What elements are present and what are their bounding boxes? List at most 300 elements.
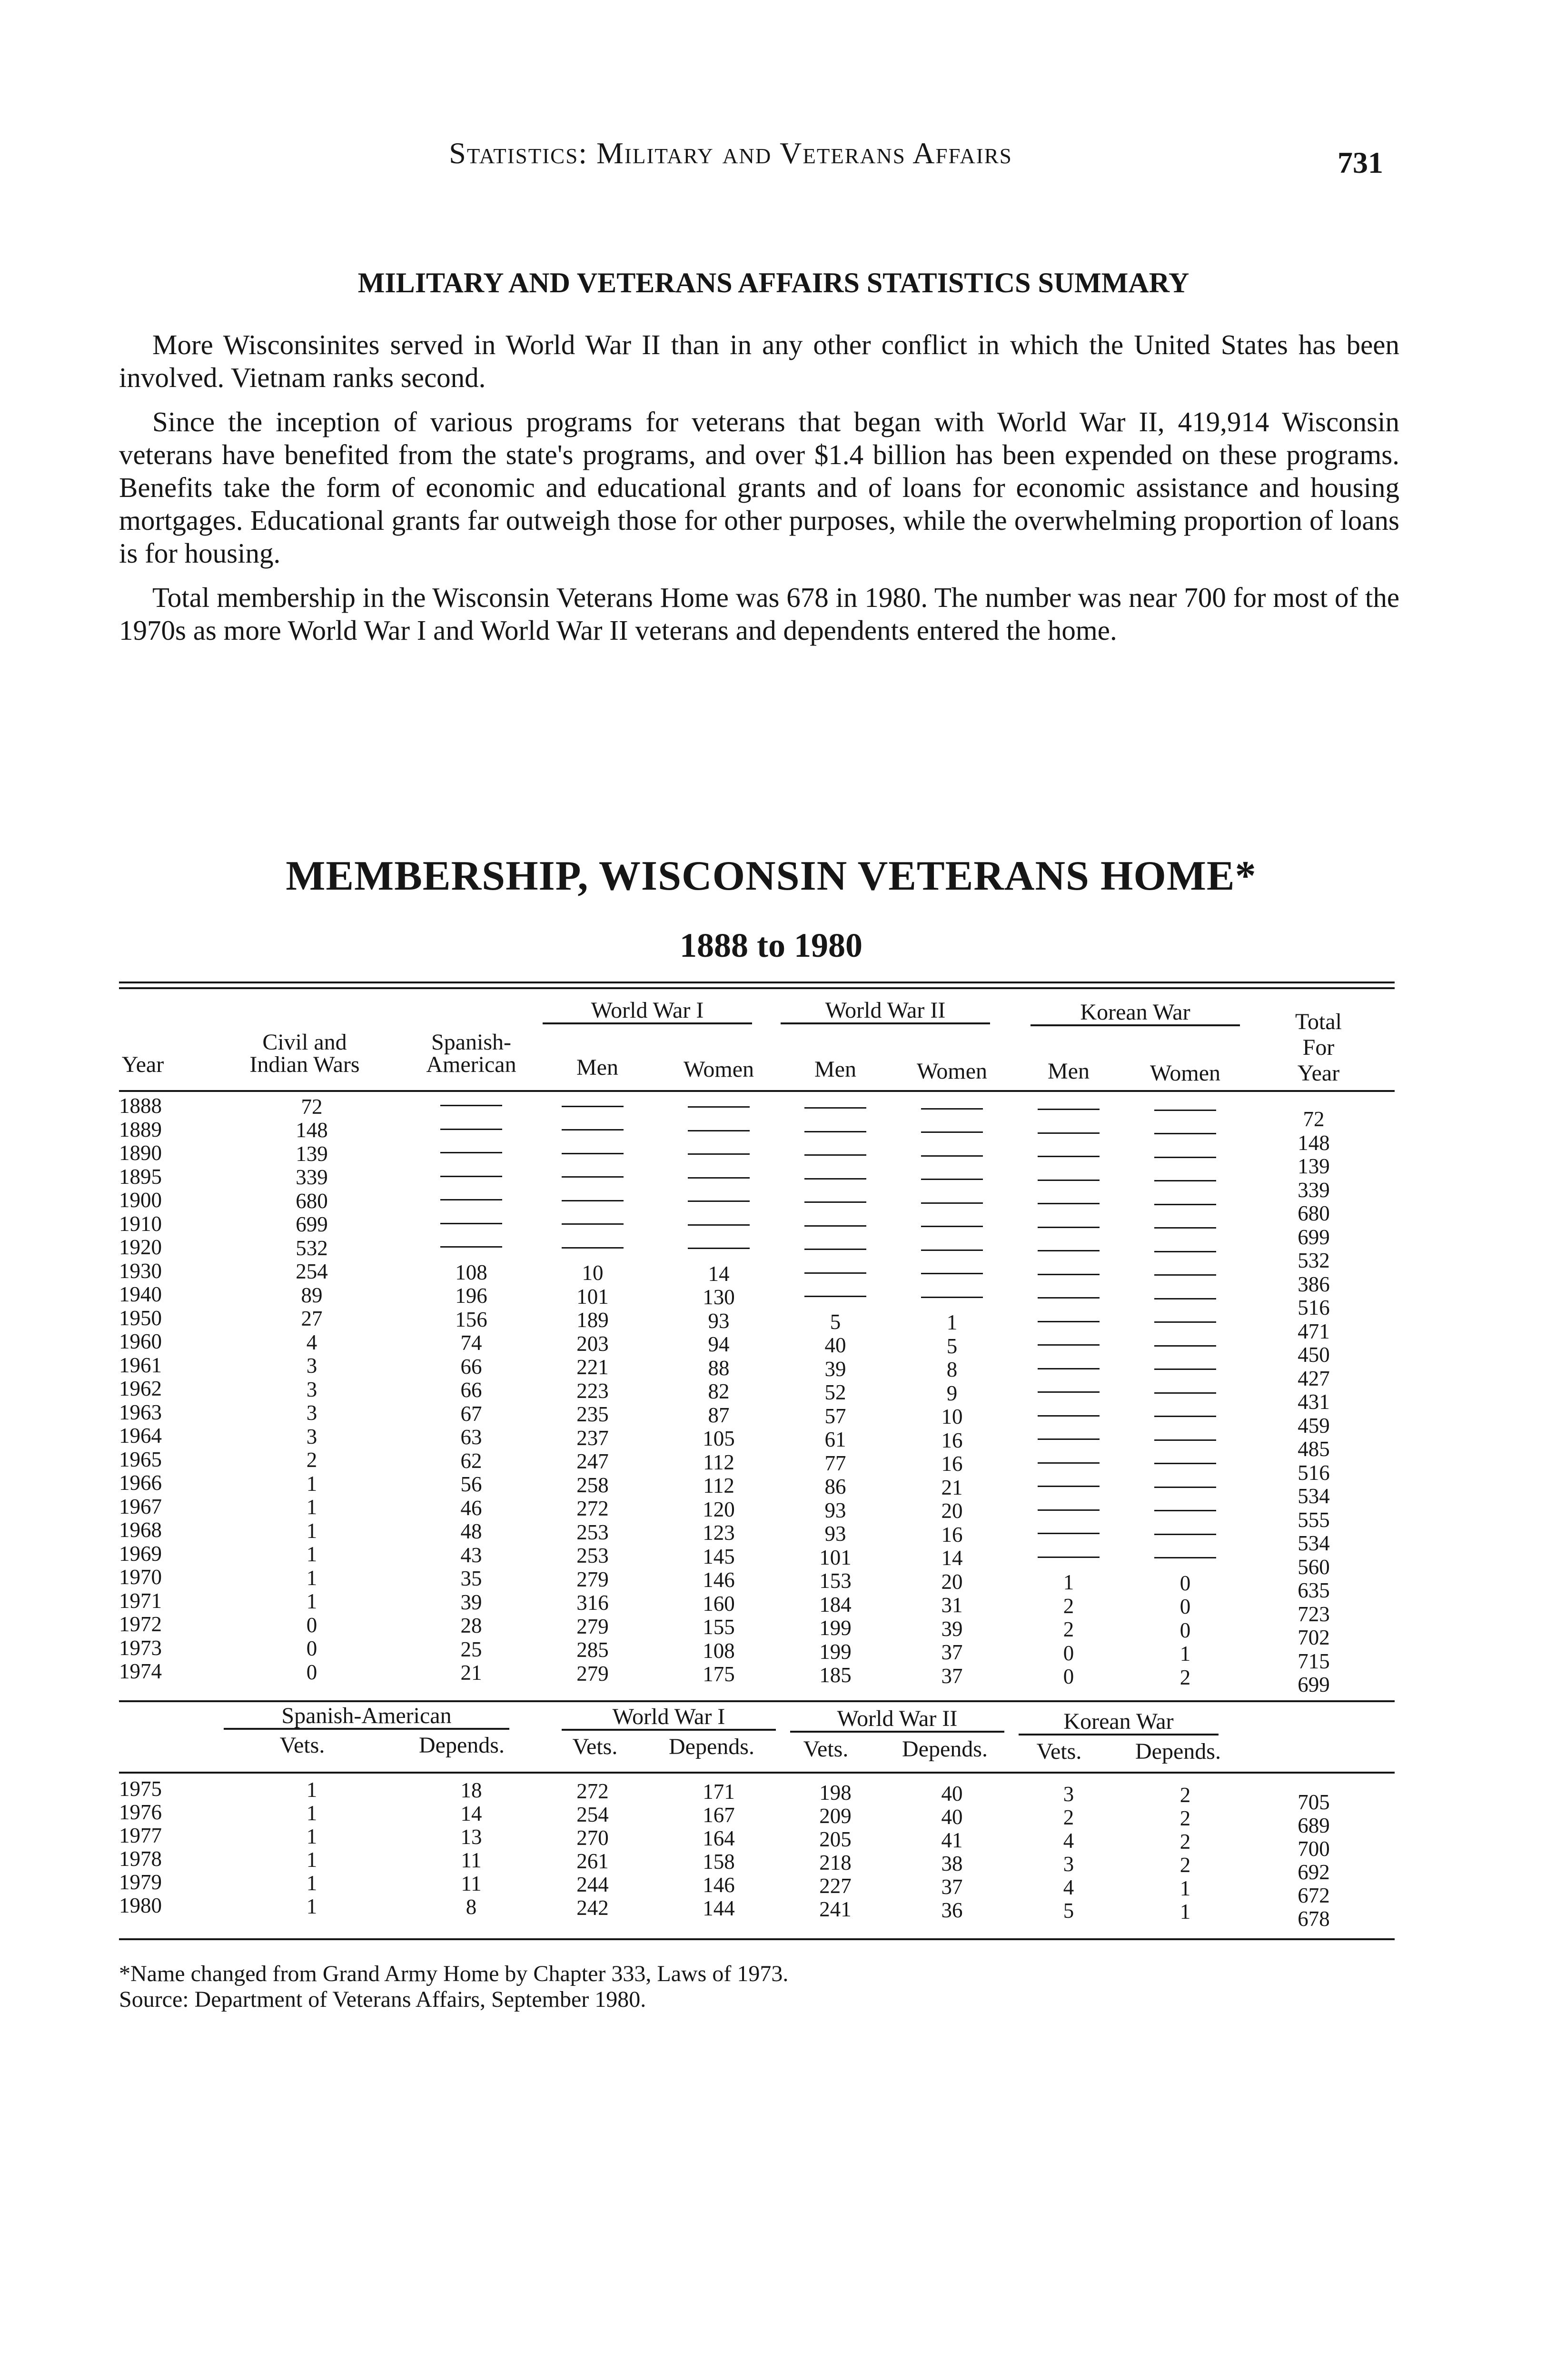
korean-vets-header: Vets. xyxy=(1036,1739,1082,1764)
ww1-women-cell: 160 xyxy=(703,1591,735,1616)
empty-cell-dash xyxy=(1038,1462,1100,1464)
empty-cell-dash xyxy=(804,1249,866,1250)
civil-cell: 1 xyxy=(306,1471,317,1496)
ww2-women-cell: 39 xyxy=(941,1616,963,1641)
spanish-american-header: American xyxy=(426,1052,516,1077)
footnotes xyxy=(119,1961,788,2013)
ww1-group-header: World War I xyxy=(543,999,752,1024)
empty-cell-dash xyxy=(921,1250,983,1251)
spanish-depends-header: Depends. xyxy=(419,1733,505,1758)
total-cell: 678 xyxy=(1298,1907,1330,1931)
empty-cell-dash xyxy=(562,1200,624,1201)
year-cell: 1973 xyxy=(119,1636,162,1660)
empty-cell-dash xyxy=(921,1273,983,1274)
total-cell: 516 xyxy=(1298,1460,1330,1485)
korean-depends-header: Depends. xyxy=(1135,1739,1221,1764)
source-note: Source: Department of Veterans Affairs, September 1980. xyxy=(119,1987,646,2012)
spanish-cell: 66 xyxy=(460,1354,482,1378)
empty-cell-dash xyxy=(1154,1321,1216,1323)
ww2-men-cell: 184 xyxy=(819,1592,852,1616)
ww1-women-cell: 167 xyxy=(703,1803,735,1827)
ww2-women-cell: 16 xyxy=(941,1428,963,1452)
empty-cell-dash xyxy=(440,1176,502,1177)
ww1-depends-header: Depends. xyxy=(669,1734,754,1759)
ww2-group-header: World War II xyxy=(781,999,990,1024)
spanish-cell: 48 xyxy=(460,1519,482,1544)
total-cell: 148 xyxy=(1298,1130,1330,1155)
empty-cell-dash xyxy=(688,1153,750,1155)
ww1-men-cell: 244 xyxy=(576,1872,609,1896)
year-cell: 1962 xyxy=(119,1377,162,1400)
civil-cell: 72 xyxy=(301,1094,323,1119)
ww1-women-cell: 175 xyxy=(703,1662,735,1686)
korean-women-cell: 0 xyxy=(1179,1571,1191,1595)
empty-cell-dash xyxy=(1154,1368,1216,1370)
ww1-men-cell: 253 xyxy=(576,1520,609,1544)
empty-cell-dash xyxy=(1038,1227,1100,1228)
empty-cell-dash xyxy=(1154,1439,1216,1441)
ww2-women-cell: 37 xyxy=(941,1664,963,1688)
ww2-men-cell: 39 xyxy=(824,1357,846,1381)
total-cell: 689 xyxy=(1298,1814,1330,1838)
ww2-men-cell: 241 xyxy=(819,1897,852,1921)
civil-cell: 699 xyxy=(296,1212,328,1237)
empty-cell-dash xyxy=(921,1179,983,1180)
year-cell: 1950 xyxy=(119,1306,162,1330)
year-cell: 1890 xyxy=(119,1141,162,1165)
ww2-men-cell: 209 xyxy=(819,1804,852,1828)
korean-women-cell: 0 xyxy=(1179,1618,1191,1642)
ww1-women-cell: 82 xyxy=(708,1379,730,1404)
ww1-men-cell: 189 xyxy=(576,1308,609,1332)
ww2-women-cell: 20 xyxy=(941,1569,963,1594)
empty-cell-dash xyxy=(1154,1204,1216,1205)
empty-cell-dash xyxy=(1038,1344,1100,1346)
ww2-men-cell: 52 xyxy=(824,1380,846,1404)
ww1-women-cell: 155 xyxy=(703,1615,735,1639)
ww2-women-cell: 40 xyxy=(941,1781,963,1805)
summary-paragraph: Since the inception of various programs for veterans that began with World War II, 419,914 Wisconsin veterans have benefited from the state's programs, and over $1.4 billion has been expended on these programs. Benefits take the form of economic and educational grants and of loans for economic assistance and housing mortgages. Educational grants far outweigh those for other purposes, while the overwhelming proportion of loans is for housing. xyxy=(119,406,1399,569)
korean-women-header: Women xyxy=(1150,1061,1221,1086)
ww1-men-cell: 316 xyxy=(576,1591,609,1615)
summary-title: MILITARY AND VETERANS AFFAIRS STATISTICS SUMMARY xyxy=(357,267,1189,298)
ww2-women-cell: 1 xyxy=(946,1310,958,1335)
spanish-cell: 11 xyxy=(461,1848,482,1873)
empty-cell-dash xyxy=(440,1199,502,1200)
table-top-rule xyxy=(119,987,1395,989)
year-cell: 1967 xyxy=(119,1494,162,1518)
spanish-cell: 11 xyxy=(461,1872,482,1896)
spanish-cell: 196 xyxy=(455,1284,487,1308)
empty-cell-dash xyxy=(440,1152,502,1153)
ww2-women-cell: 41 xyxy=(941,1828,963,1852)
ww1-vets-header: Vets. xyxy=(572,1734,618,1759)
empty-cell-dash xyxy=(1154,1274,1216,1276)
year-cell: 1975 xyxy=(119,1777,162,1801)
ww1-men-cell: 247 xyxy=(576,1449,609,1474)
total-cell: 139 xyxy=(1298,1154,1330,1179)
civil-cell: 0 xyxy=(306,1613,317,1637)
empty-cell-dash xyxy=(1154,1557,1216,1558)
ww2-men-cell: 199 xyxy=(819,1616,852,1640)
ww1-men-cell: 279 xyxy=(576,1614,609,1638)
total-cell: 532 xyxy=(1298,1249,1330,1273)
ww2-men-cell: 86 xyxy=(824,1475,846,1498)
empty-cell-dash xyxy=(1154,1110,1216,1111)
civil-cell: 1 xyxy=(306,1566,317,1590)
empty-cell-dash xyxy=(688,1224,750,1226)
ww1-men-cell: 223 xyxy=(576,1378,609,1403)
spanish-cell: 63 xyxy=(460,1425,482,1449)
empty-cell-dash xyxy=(921,1108,983,1110)
year-cell: 1965 xyxy=(119,1447,162,1471)
civil-cell: 254 xyxy=(296,1259,328,1284)
civil-cell: 1 xyxy=(306,1589,317,1614)
ww1-women-cell: 14 xyxy=(708,1261,730,1286)
ww2-men-cell: 93 xyxy=(824,1498,846,1522)
spanish-cell: 108 xyxy=(455,1260,487,1284)
civil-cell: 1 xyxy=(306,1801,317,1825)
spanish-cell: 13 xyxy=(460,1825,482,1849)
year-cell: 1977 xyxy=(119,1824,162,1847)
ww1-women-cell: 145 xyxy=(703,1544,735,1568)
korean-men-cell: 1 xyxy=(1063,1570,1074,1595)
korean-women-cell: 2 xyxy=(1179,1806,1191,1830)
civil-cell: 1 xyxy=(306,1824,317,1848)
ww1-men-header: Men xyxy=(576,1055,618,1080)
spanish-cell: 46 xyxy=(460,1496,482,1520)
total-cell: 427 xyxy=(1298,1366,1330,1390)
ww1-women-cell: 123 xyxy=(703,1521,735,1545)
empty-cell-dash xyxy=(1038,1557,1100,1558)
ww1-men-cell: 235 xyxy=(576,1402,609,1427)
empty-cell-dash xyxy=(688,1200,750,1202)
empty-cell-dash xyxy=(1154,1416,1216,1417)
ww1-men-cell: 203 xyxy=(576,1331,609,1356)
empty-cell-dash xyxy=(1038,1132,1100,1134)
empty-cell-dash xyxy=(1154,1345,1216,1347)
year-cell: 1976 xyxy=(119,1800,162,1824)
summary-body xyxy=(119,328,1399,658)
civil-cell: 3 xyxy=(306,1424,317,1448)
civil-cell: 4 xyxy=(306,1330,317,1354)
summary-paragraph: More Wisconsinites served in World War II than in any other conflict in which the United States has been involved. Vietnam ranks second. xyxy=(119,329,1399,393)
running-header: Statistics: Military and Veterans Affairs xyxy=(449,136,1012,170)
civil-cell: 3 xyxy=(306,1354,317,1378)
korean-men-header: Men xyxy=(1048,1059,1090,1084)
korean-men-cell: 2 xyxy=(1063,1617,1074,1642)
ww2-men-cell: 5 xyxy=(830,1309,841,1334)
year-cell: 1910 xyxy=(119,1211,162,1236)
empty-cell-dash xyxy=(688,1130,750,1131)
ww1-women-header: Women xyxy=(683,1057,754,1082)
year-cell: 1968 xyxy=(119,1518,162,1542)
total-cell: 72 xyxy=(1303,1107,1325,1131)
ww1-women-cell: 88 xyxy=(708,1356,730,1380)
empty-cell-dash xyxy=(804,1178,866,1180)
spanish-american-header: Spanish- xyxy=(431,1030,511,1055)
korean-men-cell: 4 xyxy=(1063,1829,1074,1853)
ww1-women-cell: 108 xyxy=(703,1638,735,1663)
year-cell: 1930 xyxy=(119,1259,162,1283)
empty-cell-dash xyxy=(1038,1274,1100,1275)
ww1-men-cell: 101 xyxy=(576,1284,609,1309)
ww2-women-cell: 8 xyxy=(946,1358,958,1382)
ww1-women-cell: 158 xyxy=(703,1850,735,1874)
year-cell: 1970 xyxy=(119,1565,162,1589)
korean-group-header: Korean War xyxy=(1031,1001,1240,1026)
year-cell: 1888 xyxy=(119,1094,162,1118)
spanish-vets-header: Vets. xyxy=(279,1733,325,1758)
total-cell: 516 xyxy=(1298,1296,1330,1320)
ww1-women-cell: 120 xyxy=(703,1497,735,1521)
total-cell: 700 xyxy=(1298,1837,1330,1861)
year-header: Year xyxy=(121,1052,164,1077)
ww1-men-cell: 279 xyxy=(576,1567,609,1591)
korean-women-cell: 2 xyxy=(1179,1829,1191,1854)
empty-cell-dash xyxy=(1038,1250,1100,1251)
ww2-women-cell: 5 xyxy=(946,1334,958,1358)
year-cell: 1978 xyxy=(119,1847,162,1871)
total-cell: 431 xyxy=(1298,1390,1330,1414)
empty-cell-dash xyxy=(562,1223,624,1225)
spanish-cell: 43 xyxy=(460,1543,482,1567)
ww1-men-cell: 10 xyxy=(582,1261,604,1285)
korean-men-cell: 3 xyxy=(1063,1782,1074,1806)
empty-cell-dash xyxy=(440,1246,502,1248)
ww1-men-cell: 253 xyxy=(576,1544,609,1568)
ww1-men-cell: 237 xyxy=(576,1426,609,1450)
total-cell: 692 xyxy=(1298,1860,1330,1884)
year-cell: 1972 xyxy=(119,1612,162,1636)
total-cell: 471 xyxy=(1298,1319,1330,1343)
ww1-men-cell: 258 xyxy=(576,1473,609,1497)
spanish-cell: 25 xyxy=(460,1637,482,1661)
ww1-women-cell: 146 xyxy=(703,1568,735,1592)
year-cell: 1974 xyxy=(119,1659,162,1683)
empty-cell-dash xyxy=(688,1177,750,1179)
civil-cell: 532 xyxy=(296,1236,328,1260)
ww2-women-cell: 20 xyxy=(941,1499,963,1523)
total-cell: 534 xyxy=(1298,1484,1330,1508)
civil-cell: 3 xyxy=(306,1401,317,1425)
total-cell: 702 xyxy=(1298,1626,1330,1650)
ww2-men-cell: 227 xyxy=(819,1874,852,1898)
ww1-women-cell: 93 xyxy=(708,1309,730,1333)
spanish-cell: 18 xyxy=(460,1778,482,1803)
korean-men-cell: 0 xyxy=(1063,1665,1074,1689)
year-cell: 1964 xyxy=(119,1424,162,1448)
spanish-cell: 8 xyxy=(466,1895,477,1919)
korean-men-cell: 2 xyxy=(1063,1805,1074,1830)
spanish-cell: 35 xyxy=(460,1567,482,1591)
empty-cell-dash xyxy=(1154,1298,1216,1299)
ww2-men-cell: 93 xyxy=(824,1522,846,1546)
empty-cell-dash xyxy=(562,1176,624,1178)
civil-cell: 1 xyxy=(306,1495,317,1519)
empty-cell-dash xyxy=(804,1296,866,1297)
civil-cell: 1 xyxy=(306,1518,317,1543)
ww1-women-cell: 164 xyxy=(703,1826,735,1851)
civil-cell: 339 xyxy=(296,1165,328,1190)
civil-header: Indian Wars xyxy=(249,1052,360,1077)
empty-cell-dash xyxy=(688,1106,750,1108)
empty-cell-dash xyxy=(1038,1109,1100,1110)
total-cell: 555 xyxy=(1298,1507,1330,1532)
ww1-women-cell: 144 xyxy=(703,1896,735,1921)
civil-cell: 1 xyxy=(306,1847,317,1872)
korean-group-header-2: Korean War xyxy=(1019,1710,1219,1735)
empty-cell-dash xyxy=(1154,1510,1216,1511)
empty-cell-dash xyxy=(1038,1486,1100,1487)
table-title: MEMBERSHIP, WISCONSIN VETERANS HOME* xyxy=(286,853,1257,899)
section-divider-rule xyxy=(119,1700,1395,1702)
table-top-rule xyxy=(119,982,1395,983)
ww2-men-cell: 199 xyxy=(819,1639,852,1664)
empty-cell-dash xyxy=(562,1153,624,1154)
total-cell: 723 xyxy=(1298,1602,1330,1626)
ww1-women-cell: 105 xyxy=(703,1427,735,1451)
total-cell: 386 xyxy=(1298,1272,1330,1296)
empty-cell-dash xyxy=(921,1155,983,1157)
empty-cell-dash xyxy=(1154,1251,1216,1252)
empty-cell-dash xyxy=(1154,1392,1216,1394)
ww1-men-cell: 221 xyxy=(576,1355,609,1379)
year-cell: 1895 xyxy=(119,1164,162,1189)
korean-women-cell: 1 xyxy=(1179,1642,1191,1666)
total-cell: 715 xyxy=(1298,1649,1330,1673)
korean-women-cell: 2 xyxy=(1179,1783,1191,1807)
ww1-men-cell: 242 xyxy=(576,1895,609,1920)
empty-cell-dash xyxy=(1154,1157,1216,1158)
ww2-men-cell: 205 xyxy=(819,1827,852,1851)
table-subtitle: 1888 to 1980 xyxy=(680,926,862,964)
ww1-women-cell: 146 xyxy=(703,1873,735,1897)
year-cell: 1889 xyxy=(119,1117,162,1141)
page-number: 731 xyxy=(1338,146,1383,179)
ww2-depends-header: Depends. xyxy=(902,1736,988,1762)
spanish-cell: 74 xyxy=(460,1331,482,1355)
empty-cell-dash xyxy=(1038,1203,1100,1204)
korean-men-cell: 5 xyxy=(1063,1899,1074,1923)
korean-women-cell: 1 xyxy=(1179,1899,1191,1924)
empty-cell-dash xyxy=(562,1106,624,1107)
korean-women-cell: 0 xyxy=(1179,1595,1191,1619)
ww1-women-cell: 130 xyxy=(703,1285,735,1309)
empty-cell-dash xyxy=(1154,1227,1216,1229)
civil-header: Civil and xyxy=(262,1030,347,1055)
civil-cell: 3 xyxy=(306,1377,317,1401)
total-cell: 450 xyxy=(1298,1343,1330,1367)
empty-cell-dash xyxy=(562,1129,624,1130)
ww2-men-cell: 218 xyxy=(819,1851,852,1874)
spanish-cell: 67 xyxy=(460,1401,482,1426)
ww2-men-cell: 101 xyxy=(819,1545,852,1569)
ww2-women-header: Women xyxy=(916,1059,988,1084)
ww1-men-cell: 270 xyxy=(576,1825,609,1850)
ww1-women-cell: 112 xyxy=(703,1474,734,1498)
ww2-women-cell: 31 xyxy=(941,1593,963,1617)
total-cell: 534 xyxy=(1298,1531,1330,1556)
year-cell: 1966 xyxy=(119,1471,162,1495)
ww2-women-cell: 14 xyxy=(941,1546,963,1570)
empty-cell-dash xyxy=(1038,1156,1100,1157)
total-cell: 635 xyxy=(1298,1578,1330,1603)
empty-cell-dash xyxy=(921,1131,983,1133)
empty-cell-dash xyxy=(1154,1487,1216,1488)
table-footnote: *Name changed from Grand Army Home by Chapter 333, Laws of 1973. xyxy=(119,1961,789,1986)
spanish-cell: 21 xyxy=(460,1661,482,1685)
empty-cell-dash xyxy=(688,1248,750,1249)
empty-cell-dash xyxy=(1038,1391,1100,1393)
total-cell: 672 xyxy=(1298,1884,1330,1908)
korean-men-cell: 2 xyxy=(1063,1594,1074,1618)
empty-cell-dash xyxy=(440,1105,502,1106)
korean-men-cell: 0 xyxy=(1063,1641,1074,1665)
ww2-group-header-2: World War II xyxy=(790,1707,1004,1733)
empty-cell-dash xyxy=(1154,1133,1216,1134)
empty-cell-dash xyxy=(804,1154,866,1156)
empty-cell-dash xyxy=(1154,1180,1216,1181)
ww2-women-cell: 40 xyxy=(941,1805,963,1829)
ww2-vets-header: Vets. xyxy=(803,1736,849,1762)
spanish-cell: 62 xyxy=(460,1448,482,1473)
ww1-men-cell: 272 xyxy=(576,1497,609,1521)
year-cell: 1979 xyxy=(119,1870,162,1894)
ww2-women-cell: 37 xyxy=(941,1640,963,1665)
total-cell: 459 xyxy=(1298,1413,1330,1438)
civil-cell: 0 xyxy=(306,1660,317,1684)
empty-cell-dash xyxy=(1038,1180,1100,1181)
ww2-women-cell: 38 xyxy=(941,1851,963,1875)
ww2-men-cell: 77 xyxy=(824,1451,846,1475)
empty-cell-dash xyxy=(1038,1509,1100,1511)
ww2-men-cell: 198 xyxy=(819,1781,852,1805)
civil-cell: 1 xyxy=(306,1542,317,1567)
empty-cell-dash xyxy=(804,1201,866,1203)
korean-men-cell: 4 xyxy=(1063,1875,1074,1900)
ww2-men-cell: 40 xyxy=(824,1333,846,1357)
ww2-women-cell: 21 xyxy=(941,1475,963,1499)
ww1-women-cell: 87 xyxy=(708,1403,730,1427)
spanish-cell: 14 xyxy=(460,1802,482,1826)
korean-women-cell: 2 xyxy=(1179,1853,1191,1877)
civil-cell: 27 xyxy=(301,1307,323,1331)
ww2-women-cell: 36 xyxy=(941,1898,963,1922)
empty-cell-dash xyxy=(1038,1368,1100,1369)
ww1-men-cell: 285 xyxy=(576,1638,609,1662)
spanish-cell: 56 xyxy=(460,1472,482,1497)
year-cell: 1960 xyxy=(119,1329,162,1353)
year-cell: 1971 xyxy=(119,1588,162,1613)
total-cell: 705 xyxy=(1298,1790,1330,1815)
civil-cell: 1 xyxy=(306,1871,317,1895)
year-cell: 1920 xyxy=(119,1235,162,1259)
spanish-american-group-header: Spanish-American xyxy=(224,1704,509,1730)
empty-cell-dash xyxy=(440,1129,502,1130)
year-cell: 1940 xyxy=(119,1282,162,1306)
ww1-men-cell: 279 xyxy=(576,1661,609,1686)
empty-cell-dash xyxy=(1038,1321,1100,1322)
empty-cell-dash xyxy=(804,1107,866,1109)
year-cell: 1900 xyxy=(119,1188,162,1212)
header-rule xyxy=(119,1090,1395,1092)
total-cell: 699 xyxy=(1298,1673,1330,1697)
empty-cell-dash xyxy=(1038,1415,1100,1417)
total-cell: 699 xyxy=(1298,1225,1330,1249)
empty-cell-dash xyxy=(1154,1463,1216,1464)
empty-cell-dash xyxy=(804,1225,866,1227)
